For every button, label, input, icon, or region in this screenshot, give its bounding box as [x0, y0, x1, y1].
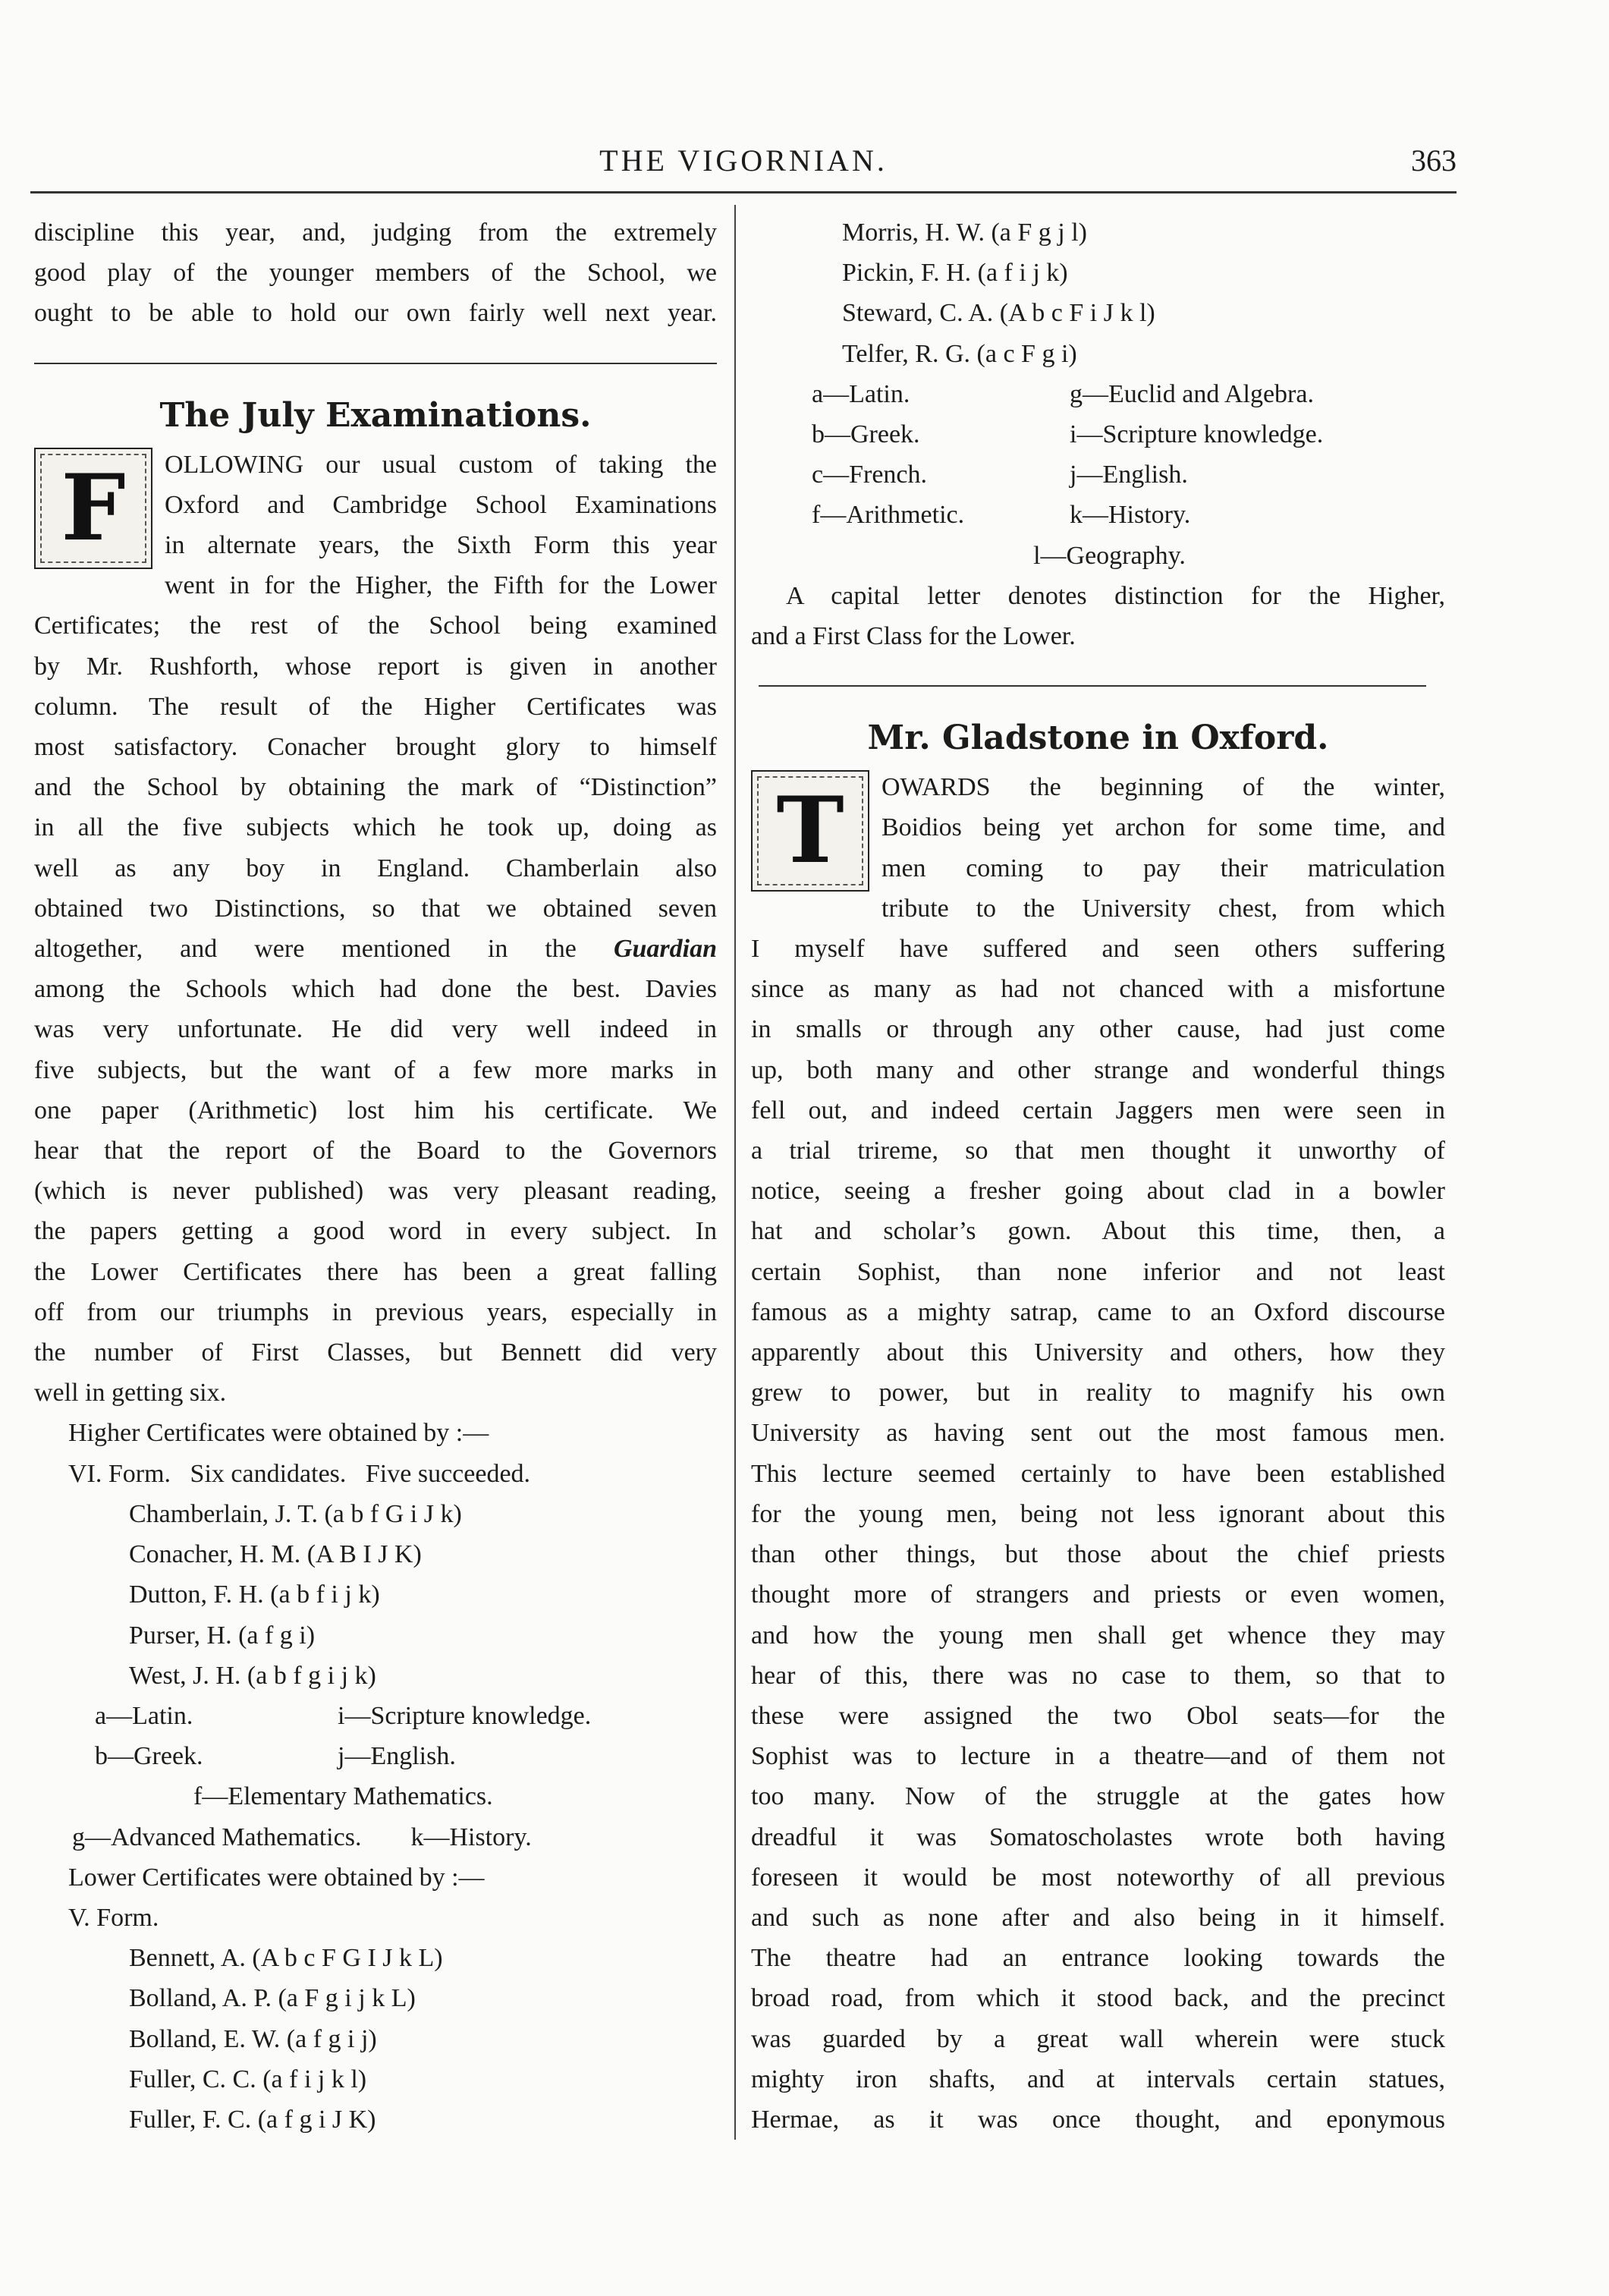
list-item: Conacher, H. M. (A B I J K): [129, 1540, 422, 1569]
article-heading: Mr. Gladstone in Oxford.: [867, 719, 1329, 758]
key-entry: f—Elementary Mathematics.: [193, 1782, 493, 1811]
text-line: hear that the report of the Board to the Governors: [34, 1137, 717, 1165]
text-line: tribute to the University chest, from which: [881, 894, 1445, 923]
text-line: hear of this, there was no case to them, so that to: [751, 1661, 1445, 1690]
text-line: up, both many and other strange and wonderful things: [751, 1055, 1445, 1084]
text-line: and how the young men shall get whence they may: [751, 1621, 1445, 1650]
page-number: 363: [1411, 143, 1457, 178]
text-line: and the School by obtaining the mark of “Distinction”: [34, 773, 717, 802]
list-item: West, J. H. (a b f g i j k): [129, 1661, 376, 1690]
text-line: hat and scholar’s gown. About this time, then, a: [751, 1217, 1445, 1246]
list-item: Telfer, R. G. (a c F g i): [842, 339, 1077, 368]
text-line: fell out, and indeed certain Jaggers men were seen in: [751, 1096, 1445, 1124]
key-entry: i—Scripture knowledge.: [338, 1701, 592, 1730]
text-line: University as having sent out the most famous men.: [751, 1419, 1445, 1448]
text-line: well in getting six.: [34, 1379, 227, 1407]
text-line: certain Sophist, than none inferior and not least: [751, 1257, 1445, 1286]
text-line: five subjects, but the want of a few more marks in: [34, 1055, 717, 1084]
key-entry: b—Greek.: [95, 1742, 203, 1771]
dropcap-letter: F: [61, 454, 126, 561]
key-row-g-k: [72, 1817, 717, 1857]
higher-key: [34, 1696, 717, 1857]
list-item: Pickin, F. H. (a f i j k): [842, 259, 1068, 288]
text-line: the Lower Certificates there has been a great falling: [34, 1257, 717, 1286]
text-line: notice, seeing a fresher going about clad in a bowler: [751, 1177, 1445, 1206]
higher-intro: Higher Certificates were obtained by :—: [68, 1419, 489, 1448]
text-line: since as many as had not chanced with a misfortune: [751, 975, 1445, 1004]
text-line: was guarded by a great wall wherein were stuck: [751, 2024, 1445, 2053]
text-line: OLLOWING our usual custom of taking the: [165, 450, 717, 479]
text-line: obtained two Distinctions, so that we obtained seven: [34, 894, 717, 923]
text-line: thought more of strangers and priests or even women,: [751, 1580, 1445, 1609]
form-vi-line: VI. Form. Six candidates. Five succeeded.: [68, 1459, 531, 1488]
text-line: most satisfactory. Conacher brought glory to himself: [34, 733, 717, 762]
article-body: [34, 445, 717, 1414]
text-line: went in for the Higher, the Fifth for the Lower: [165, 571, 717, 600]
text-line: well as any boy in England. Chamberlain also: [34, 854, 717, 882]
dropcap-letter: T: [776, 777, 844, 885]
text-line: apparently about this University and others, how they: [751, 1338, 1445, 1367]
text-line: I myself have suffered and seen others suffering: [751, 935, 1445, 964]
list-item: Chamberlain, J. T. (a b f G i J k): [129, 1499, 462, 1528]
text-line: (which is never published) was very pleasant reading,: [34, 1177, 717, 1206]
text-line: Oxford and Cambridge School Examinations: [165, 490, 717, 519]
list-item: Bennett, A. (A b c F G I J k L): [129, 1944, 443, 1973]
section-rule: [759, 685, 1426, 687]
list-item: Steward, C. A. (A b c F i J k l): [842, 299, 1155, 328]
text-line: among the Schools which had done the best. Davies: [34, 975, 717, 1004]
list-item: Fuller, C. C. (a f i j k l): [129, 2065, 367, 2093]
list-item: Bolland, E. W. (a f g i j): [129, 2024, 377, 2053]
key-entry: k—History.: [410, 1823, 532, 1851]
form-v-line: V. Form.: [68, 1903, 159, 1932]
text-line: Boidios being yet archon for some time, and: [881, 813, 1445, 842]
text-line: these were assigned the two Obol seats—for the: [751, 1701, 1445, 1730]
lower-list-continued: [751, 212, 1445, 374]
column-divider: [734, 205, 736, 2140]
text-line: dreadful it was Somatoscholastes wrote both having: [751, 1823, 1445, 1851]
text-line: mighty iron shafts, and at intervals certain statues,: [751, 2065, 1445, 2093]
list-item: Morris, H. W. (a F g j l): [842, 219, 1087, 247]
lower-intro: Lower Certificates were obtained by :—: [68, 1863, 485, 1892]
text-line: the number of First Classes, but Bennett did very: [34, 1338, 717, 1367]
guardian-italic: Guardian: [613, 935, 718, 964]
section-rule: [34, 363, 717, 364]
key-entry: g—Euclid and Algebra.: [1070, 379, 1314, 408]
article-body: [751, 767, 1445, 2140]
key-entry: c—French.: [812, 461, 928, 489]
article-heading: The July Examinations.: [159, 395, 592, 435]
text-line: ought to be able to hold our own fairly well next year.: [34, 299, 717, 328]
list-item: Dutton, F. H. (a b f i j k): [129, 1580, 380, 1609]
key-entry: f—Arithmetic.: [812, 501, 965, 530]
text-line: one paper (Arithmetic) lost him his certificate. We: [34, 1096, 717, 1124]
text-line: too many. Now of the struggle at the gates how: [751, 1782, 1445, 1811]
page-header: [30, 143, 1457, 188]
text-line: for the young men, being not less ignorant about this: [751, 1499, 1445, 1528]
key-entry: g—Advanced Mathematics.: [72, 1823, 362, 1851]
text-line: column. The result of the Higher Certificates was: [34, 692, 717, 721]
list-item: Purser, H. (a f g i): [129, 1621, 316, 1650]
text-line: foreseen it would be most noteworthy of all previous: [751, 1863, 1445, 1892]
key-entry: i—Scripture knowledge.: [1070, 420, 1324, 449]
ornamental-dropcap: [34, 448, 152, 569]
text-line: in alternate years, the Sixth Form this year: [165, 531, 717, 560]
key-entry: l—Geography.: [1033, 541, 1186, 570]
text-fragment: altogether, and were mentioned in the: [34, 935, 577, 964]
text-line: by Mr. Rushforth, whose report is given in another: [34, 652, 717, 681]
text-line: grew to power, but in reality to magnify his own: [751, 1379, 1445, 1407]
right-column: [751, 212, 1445, 2140]
text-line: famous as a mighty satrap, came to an Oxford discourse: [751, 1297, 1445, 1326]
text-line: OWARDS the beginning of the winter,: [881, 773, 1445, 802]
text-line: in all the five subjects which he took up, doing as: [34, 813, 717, 842]
text-line: was very unfortunate. He did very well indeed in: [34, 1015, 717, 1044]
header-rule: [30, 191, 1457, 193]
text-line-guardian: [34, 929, 717, 969]
note-line: A capital letter denotes distinction for the Higher,: [786, 581, 1445, 610]
text-line: Hermae, as it was once thought, and eponymous: [751, 2105, 1445, 2134]
key-entry: j—English.: [1070, 461, 1188, 489]
text-line: broad road, from which it stood back, and the precinct: [751, 1984, 1445, 2013]
key-entry: a—Latin.: [95, 1701, 193, 1730]
text-line: a trial trireme, so that men thought it unworthy of: [751, 1137, 1445, 1165]
key-entry: k—History.: [1070, 501, 1191, 530]
list-item: Bolland, A. P. (a F g i j k L): [129, 1984, 416, 2013]
key-entry: j—English.: [338, 1742, 456, 1771]
text-line: Sophist was to lecture in a theatre—and of them not: [751, 1742, 1445, 1771]
text-line: the papers getting a good word in every subject. In: [34, 1217, 717, 1246]
opening-paragraph: [34, 212, 717, 334]
ornamental-dropcap: [751, 770, 869, 892]
text-line: discipline this year, and, judging from the extremely: [34, 219, 717, 247]
text-line: and such as none after and also being in it himself.: [751, 1903, 1445, 1932]
text-line: The theatre had an entrance looking towards the: [751, 1944, 1445, 1973]
text-line: off from our triumphs in previous years, especially in: [34, 1297, 717, 1326]
left-column: [34, 212, 717, 2140]
lower-key: [751, 374, 1445, 536]
key-entry: b—Greek.: [812, 420, 920, 449]
text-line: in smalls or through any other cause, had just come: [751, 1015, 1445, 1044]
text-line: than other things, but those about the chief priests: [751, 1540, 1445, 1569]
journal-title: THE VIGORNIAN.: [599, 143, 888, 178]
text-line: This lecture seemed certainly to have been established: [751, 1459, 1445, 1488]
text-line: men coming to pay their matriculation: [881, 854, 1445, 882]
note-line: and a First Class for the Lower.: [751, 622, 1076, 651]
text-line: Certificates; the rest of the School being examined: [34, 612, 717, 640]
key-entry: a—Latin.: [812, 379, 910, 408]
text-line: good play of the younger members of the School, we: [34, 259, 717, 288]
list-item: Fuller, F. C. (a f g i J K): [129, 2105, 376, 2134]
